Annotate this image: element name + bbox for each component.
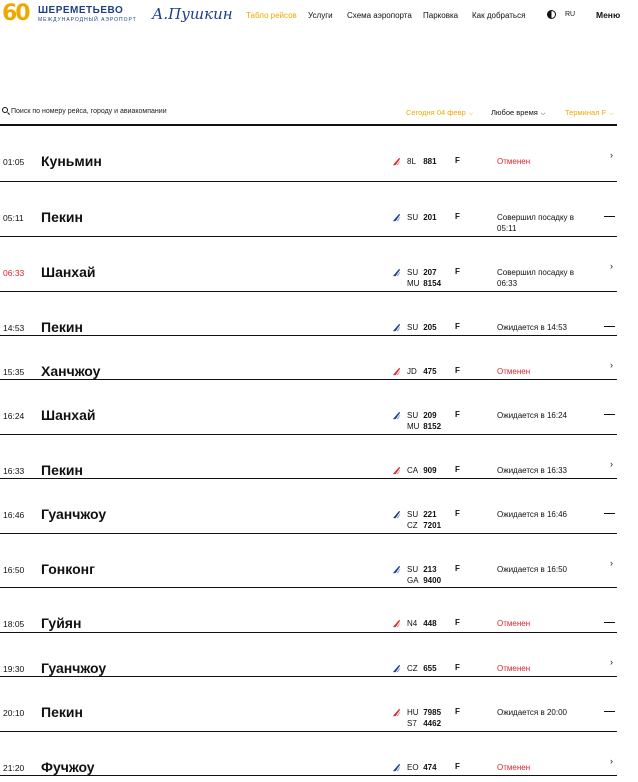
flight-num: 7985 xyxy=(423,708,442,717)
terminal-letter: F xyxy=(455,509,460,518)
flight-status: Отменен xyxy=(497,367,531,376)
flight-number xyxy=(407,663,437,674)
flight-number xyxy=(407,718,441,729)
flight-numbers xyxy=(407,267,441,289)
flight-row[interactable] xyxy=(0,336,617,380)
terminal-letter: F xyxy=(455,156,460,165)
terminal-letter: F xyxy=(455,663,460,672)
airline-tail-icon xyxy=(392,157,401,166)
destination-city: Пекин xyxy=(41,462,83,478)
destination-city: Гуанчжоу xyxy=(41,660,107,676)
flight-numbers xyxy=(407,366,437,377)
airline-code: SU xyxy=(407,565,419,574)
airline-code: CZ xyxy=(407,664,418,673)
airline-tail-icon xyxy=(392,466,401,475)
flight-num: 9400 xyxy=(423,576,442,585)
flight-numbers xyxy=(407,564,441,586)
airline-code: MU xyxy=(407,279,420,288)
terminal-letter: F xyxy=(455,212,460,221)
flight-num: 213 xyxy=(423,565,437,574)
logo-number: 60 xyxy=(2,1,29,26)
flight-num: 475 xyxy=(423,367,437,376)
airline-code: SU xyxy=(407,268,419,277)
airline-code: N4 xyxy=(407,619,418,628)
terminal-letter: F xyxy=(455,564,460,573)
flight-row[interactable] xyxy=(0,732,617,776)
logo-subtitle: МЕЖДУНАРОДНЫЙ АЭРОПОРТ xyxy=(38,17,137,23)
flight-row[interactable] xyxy=(0,479,617,534)
flight-time: 15:35 xyxy=(3,367,25,377)
terminal-letter: F xyxy=(455,366,460,375)
airline-tail-icon xyxy=(392,763,401,772)
flight-row[interactable] xyxy=(0,677,617,732)
flight-num: 221 xyxy=(423,510,437,519)
chevron-right-icon[interactable]: › xyxy=(610,459,613,469)
airline-code: S7 xyxy=(407,719,417,728)
flight-num: 207 xyxy=(423,268,437,277)
chevron-right-icon[interactable]: › xyxy=(610,360,613,370)
flight-status: Ожидается в 16:50 xyxy=(497,565,567,574)
airline-code: MU xyxy=(407,422,420,431)
flight-status: Отменен xyxy=(497,664,531,673)
chevron-right-icon[interactable]: › xyxy=(610,657,613,667)
terminal-letter: F xyxy=(455,267,460,276)
search-icon xyxy=(2,107,8,113)
date-filter[interactable] xyxy=(406,108,473,118)
airline-code: SU xyxy=(407,411,419,420)
flight-number xyxy=(407,520,441,531)
flight-num: 201 xyxy=(423,213,437,222)
flight-num: 909 xyxy=(423,466,437,475)
airline-code: CA xyxy=(407,466,419,475)
flight-status: Отменен xyxy=(497,157,531,166)
airline-code: SU xyxy=(407,510,419,519)
nav-how-to-get[interactable]: Как добраться xyxy=(472,11,526,20)
collapse-icon[interactable] xyxy=(604,414,615,415)
flight-num: 8152 xyxy=(423,422,442,431)
destination-city: Шанхай xyxy=(41,264,96,280)
airline-tail-icon xyxy=(392,367,401,376)
airline-tail-icon xyxy=(392,411,401,420)
destination-city: Куньмин xyxy=(41,153,102,169)
chevron-right-icon[interactable]: › xyxy=(610,756,613,766)
destination-city: Гуйян xyxy=(41,615,82,631)
flight-number xyxy=(407,465,437,476)
flight-row[interactable] xyxy=(0,435,617,479)
collapse-icon[interactable] xyxy=(604,513,615,514)
flight-numbers xyxy=(407,663,437,674)
search-input[interactable] xyxy=(11,104,401,118)
flight-number xyxy=(407,278,441,289)
collapse-icon[interactable] xyxy=(604,326,615,327)
flight-numbers xyxy=(407,618,437,629)
flight-numbers xyxy=(407,212,437,223)
flight-number xyxy=(407,575,441,586)
flight-status: Ожидается в 16:24 xyxy=(497,411,567,420)
destination-city: Ханчжоу xyxy=(41,363,101,379)
flight-number xyxy=(407,267,441,278)
flight-numbers xyxy=(407,707,441,729)
airline-code: HU xyxy=(407,708,419,717)
chevron-right-icon[interactable]: › xyxy=(610,558,613,568)
menu-button[interactable]: Меню xyxy=(596,10,621,20)
destination-city: Пекин xyxy=(41,209,83,225)
flight-row[interactable] xyxy=(0,588,617,633)
flight-status: Совершил посадку в 05:11 xyxy=(497,213,575,233)
flight-row[interactable] xyxy=(0,633,617,677)
flight-number xyxy=(407,156,437,167)
airline-code: 8L xyxy=(407,157,416,166)
flight-num: 474 xyxy=(423,763,437,772)
flight-number xyxy=(407,762,437,773)
airline-tail-icon xyxy=(392,565,401,574)
flight-status: Ожидается в 16:46 xyxy=(497,510,567,519)
destination-city: Гонконг xyxy=(41,561,95,577)
flight-row[interactable] xyxy=(0,126,617,182)
flight-num: 881 xyxy=(423,157,437,166)
flight-time: 18:05 xyxy=(3,619,25,629)
flight-number xyxy=(407,509,441,520)
flight-time: 05:11 xyxy=(3,213,24,223)
flight-number xyxy=(407,564,441,575)
flight-status: Совершил посадку в 06:33 xyxy=(497,268,575,288)
airline-tail-icon xyxy=(392,664,401,673)
airline-tail-icon xyxy=(392,708,401,717)
time-filter-label: Любое время xyxy=(491,108,538,117)
airline-code: CZ xyxy=(407,521,418,530)
chevron-down-icon: ⌵ xyxy=(468,111,474,117)
nav-services[interactable]: Услуги xyxy=(308,11,333,20)
flight-number xyxy=(407,322,437,333)
flight-numbers xyxy=(407,410,441,432)
collapse-icon[interactable] xyxy=(604,711,615,712)
flight-row[interactable] xyxy=(0,380,617,435)
logo-name: ШЕРЕМЕТЬЕВО xyxy=(38,5,124,16)
terminal-letter: F xyxy=(455,322,460,331)
flight-row[interactable] xyxy=(0,292,617,336)
flight-num: 205 xyxy=(423,323,437,332)
flight-num: 448 xyxy=(423,619,437,628)
language-switch[interactable]: RU xyxy=(565,11,576,18)
flight-number xyxy=(407,421,441,432)
airline-code: GA xyxy=(407,576,419,585)
destination-city: Фучжоу xyxy=(41,759,95,775)
terminal-filter-label: Терминал F xyxy=(565,108,607,117)
flight-row[interactable] xyxy=(0,534,617,588)
flight-num: 8154 xyxy=(423,279,442,288)
flight-num: 4462 xyxy=(423,719,442,728)
pushkin-signature-logo: А.Пушкин xyxy=(152,5,233,23)
flight-time: 06:33 xyxy=(3,268,25,278)
terminal-filter[interactable] xyxy=(565,108,614,118)
flight-num: 655 xyxy=(423,664,437,673)
destination-city: Пекин xyxy=(41,704,83,720)
terminal-letter: F xyxy=(455,410,460,419)
nav-parking[interactable]: Парковка xyxy=(423,11,459,20)
flight-numbers xyxy=(407,509,441,531)
flight-number xyxy=(407,212,437,223)
chevron-down-icon: ⌵ xyxy=(540,111,546,117)
flight-num: 209 xyxy=(423,411,437,420)
terminal-letter: F xyxy=(455,707,460,716)
airline-tail-icon xyxy=(392,323,401,332)
airline-tail-icon xyxy=(392,213,401,222)
flight-status: Ожидается в 20:00 xyxy=(497,708,567,717)
collapse-icon[interactable] xyxy=(604,622,615,623)
flight-num: 7201 xyxy=(423,521,442,530)
flight-status: Отменен xyxy=(497,619,531,628)
airline-code: SU xyxy=(407,323,419,332)
airline-tail-icon xyxy=(392,619,401,628)
airline-code: EO xyxy=(407,763,419,772)
flight-time: 16:46 xyxy=(3,510,25,520)
chevron-right-icon[interactable]: › xyxy=(610,150,613,160)
sheremetyevo-logo[interactable] xyxy=(2,1,142,27)
flight-time: 01:05 xyxy=(3,157,25,167)
destination-city: Шанхай xyxy=(41,407,96,423)
flight-numbers xyxy=(407,762,437,773)
flight-numbers xyxy=(407,465,437,476)
airline-tail-icon xyxy=(392,510,401,519)
flight-status: Отменен xyxy=(497,763,531,772)
chevron-down-icon: ⌵ xyxy=(609,111,614,117)
flight-time: 19:30 xyxy=(3,664,25,674)
flight-row[interactable] xyxy=(0,182,617,237)
nav-flight-board[interactable]: Табло рейсов xyxy=(246,11,297,20)
airline-tail-icon xyxy=(392,268,401,277)
top-header xyxy=(0,0,638,32)
flight-numbers xyxy=(407,322,437,333)
contrast-icon[interactable] xyxy=(547,10,556,19)
flight-row[interactable] xyxy=(0,237,617,292)
flight-time: 20:10 xyxy=(3,708,25,718)
flight-number xyxy=(407,618,437,629)
destination-city: Пекин xyxy=(41,319,83,335)
chevron-right-icon[interactable]: › xyxy=(610,261,613,271)
collapse-icon[interactable] xyxy=(604,216,615,217)
flight-number xyxy=(407,707,441,718)
flight-numbers xyxy=(407,156,437,167)
destination-city: Гуанчжоу xyxy=(41,506,107,522)
flight-time: 14:53 xyxy=(3,323,25,333)
filter-bar xyxy=(0,100,617,126)
flight-number xyxy=(407,410,441,421)
time-filter[interactable] xyxy=(491,108,545,118)
flight-time: 16:50 xyxy=(3,565,25,575)
terminal-letter: F xyxy=(455,465,460,474)
flight-time: 16:33 xyxy=(3,466,25,476)
flight-status: Ожидается в 16:33 xyxy=(497,466,567,475)
airline-code: JD xyxy=(407,367,417,376)
date-filter-label: Сегодня 04 февр xyxy=(406,108,466,117)
nav-airport-map[interactable]: Схема аэропорта xyxy=(347,11,412,20)
flight-time: 16:24 xyxy=(3,411,25,421)
terminal-letter: F xyxy=(455,762,460,771)
airline-code: SU xyxy=(407,213,419,222)
flight-time: 21:20 xyxy=(3,763,25,773)
terminal-letter: F xyxy=(455,618,460,627)
flight-number xyxy=(407,366,437,377)
flight-status: Ожидается в 14:53 xyxy=(497,323,567,332)
